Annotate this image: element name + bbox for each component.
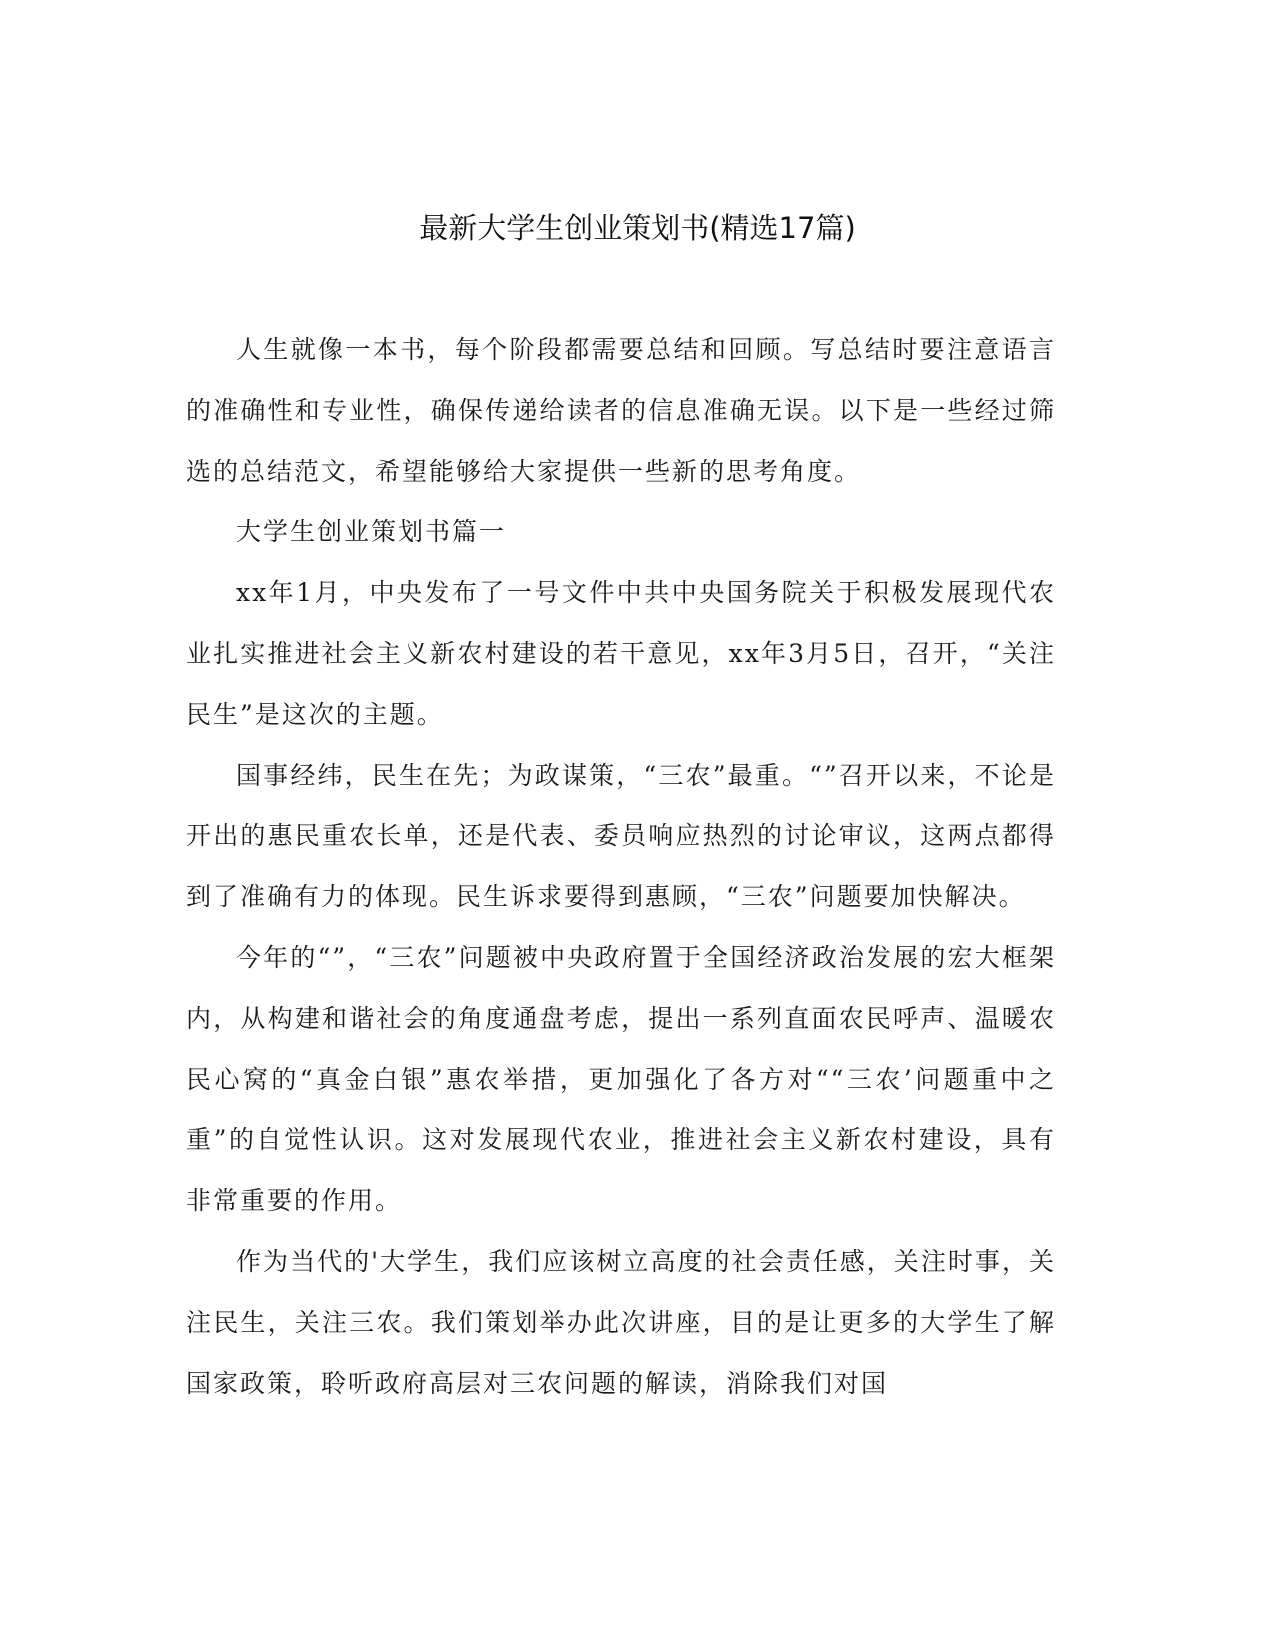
document-body	[186, 320, 1056, 1414]
body-paragraph: xx年1月，中央发布了一号文件中共中央国务院关于积极发展现代农业扎实推进社会主义新农村建设的若干意见，xx年3月5日，召开，“关注民生”是这次的主题。	[186, 578, 1056, 729]
body-paragraph: 国事经纬，民生在先；为政谋策，“三农”最重。“”召开以来，不论是开出的惠民重农长单，还是代表、委员响应热烈的讨论审议，这两点都得到了准确有力的体现。民生诉求要得到惠顾，“三农”问题要加快解决。	[186, 760, 1056, 912]
body-paragraph: 作为当代的'大学生，我们应该树立高度的社会责任感，关注时事，关注民生，关注三农。我们策划举办此次讲座，目的是让更多的大学生了解国家政策，聆听政府高层对三农问题的解读，消除我们对国	[186, 1246, 1056, 1398]
body-paragraph: 今年的“”，“三农”问题被中央政府置于全国经济政治发展的宏大框架内，从构建和谐社会的角度通盘考虑，提出一系列直面农民呼声、温暖农民心窝的“真金白银”惠农举措，更加强化了各方对““三农’问题重中之重”的自觉性认识。这对发展现代农业，推进社会主义新农村建设，具有非常重要的作用。	[186, 942, 1056, 1216]
document-title: 最新大学生创业策划书(精选17篇)	[419, 211, 856, 245]
section-heading: 大学生创业策划书篇一	[236, 517, 507, 547]
intro-paragraph: 人生就像一本书，每个阶段都需要总结和回顾。写总结时要注意语言的准确性和专业性，确保传递给读者的信息准确无误。以下是一些经过筛选的总结范文，希望能够给大家提供一些新的思考角度。	[186, 335, 1056, 486]
